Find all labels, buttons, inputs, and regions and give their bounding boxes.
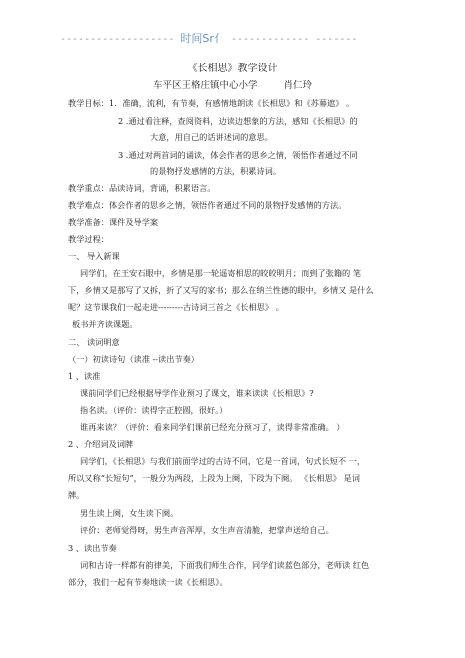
header-dashes-left: ------------------- <box>60 34 175 45</box>
difficulties: 教学难点：体会作者的思乡之情，领悟作者通过不同的景物抒发感情的方法。 <box>68 200 347 210</box>
step-2-line-2: 所以又称“长短句”，一般分为两段，上段为上阕，下段为下阕。 《长相思》 是词 <box>68 473 360 483</box>
step-3-line-2: 部分，我们一起有节奏地读一读《长相思》。 <box>68 577 228 587</box>
step-1-heading: 1 、读准 <box>68 371 101 381</box>
step-1-line-2: 指名读。（评价：读得字正腔圆，很好。） <box>80 405 228 415</box>
step-1-line-1: 课前同学们已经根据导学作业预习了课文，谁来读读《长相思》? <box>80 388 314 398</box>
doc-byline <box>0 80 465 91</box>
objective-line-3: 大意，用自己的话讲述词的意思。 <box>150 132 273 142</box>
process-heading: 教学过程： <box>68 234 109 244</box>
section-1-heading: 一、 导入新课 <box>68 251 120 261</box>
step-3-heading: 3 、读出节奏 <box>68 543 117 553</box>
step-2-line-5: 评价：老师觉得呀，男生声音浑厚，女生声音清脆，把掌声送给自己。 <box>80 525 334 535</box>
intro-para-line-3: 呢？这节课我们一起走进---------古诗词三首之《长相思》 。 <box>68 302 284 312</box>
blackboard-note: 板书并齐读课题。 <box>72 319 138 329</box>
author-name: 肖仁玲 <box>283 80 313 91</box>
objective-line-1: 教学目标：1．准确，流利，有节奏，有感情地朗读《长相思》和《苏幕遮》 。 <box>68 98 355 108</box>
objective-line-4: 3 .通过对两首词的诵读，体会作者的思乡之情，领悟作者通过不同 <box>118 150 358 160</box>
step-2-line-4: 男生读上阕，女生读下阕。 <box>80 508 179 518</box>
intro-para-line-2: 下，乡情又是那写了又拆，折了又写的家书；那么在纳兰性德的眼中，乡情又 是什么 <box>68 285 374 295</box>
step-2-line-1: 同学们，《长相思》与我们前面学过的古诗不同，它是一首词，句式长短不 一， <box>80 456 366 466</box>
school-name: 车平区王格庄镇中心小学 <box>152 80 258 91</box>
brand-logo-text: 时间Sr亻 <box>180 32 225 45</box>
step-3-line-1: 词和古诗一样都有韵律美，下面我们师生合作，同学们读蓝色部分，老师读 红色 <box>80 560 370 570</box>
objective-line-5: 的景物抒发感情的方法，积累诗词。 <box>150 166 282 176</box>
page-header <box>60 30 405 46</box>
intro-para-line-1: 同学们，在王安石眼中，乡情是那一轮遥寄相思的皎皎明月；而到了张籍的 笔 <box>80 268 361 278</box>
step-2-heading: 2 、介绍词及词牌 <box>68 439 134 449</box>
step-1-line-3: 谁再来读？（评价：看来同学们课前已经充分预习了，读得非常准确。 ） <box>80 422 345 432</box>
header-dashes-right: ------------- ------- <box>230 34 358 45</box>
preparation: 教学准备：课件及导学案 <box>68 217 159 227</box>
section-2-heading: 二、 读词明意 <box>68 337 120 347</box>
key-points: 教学重点：品读诗词，背诵，积累语言。 <box>68 183 216 193</box>
subsection-heading: （一）初读诗句（读准 --读出节奏） <box>68 354 199 364</box>
objective-line-2: 2 .通过看注释，查阅资料，边读边想象的方法，感知《长相思》的 <box>118 116 358 126</box>
doc-title: 《长相思》教学设计 <box>187 63 278 74</box>
step-2-line-3: 牌。 <box>68 490 85 500</box>
